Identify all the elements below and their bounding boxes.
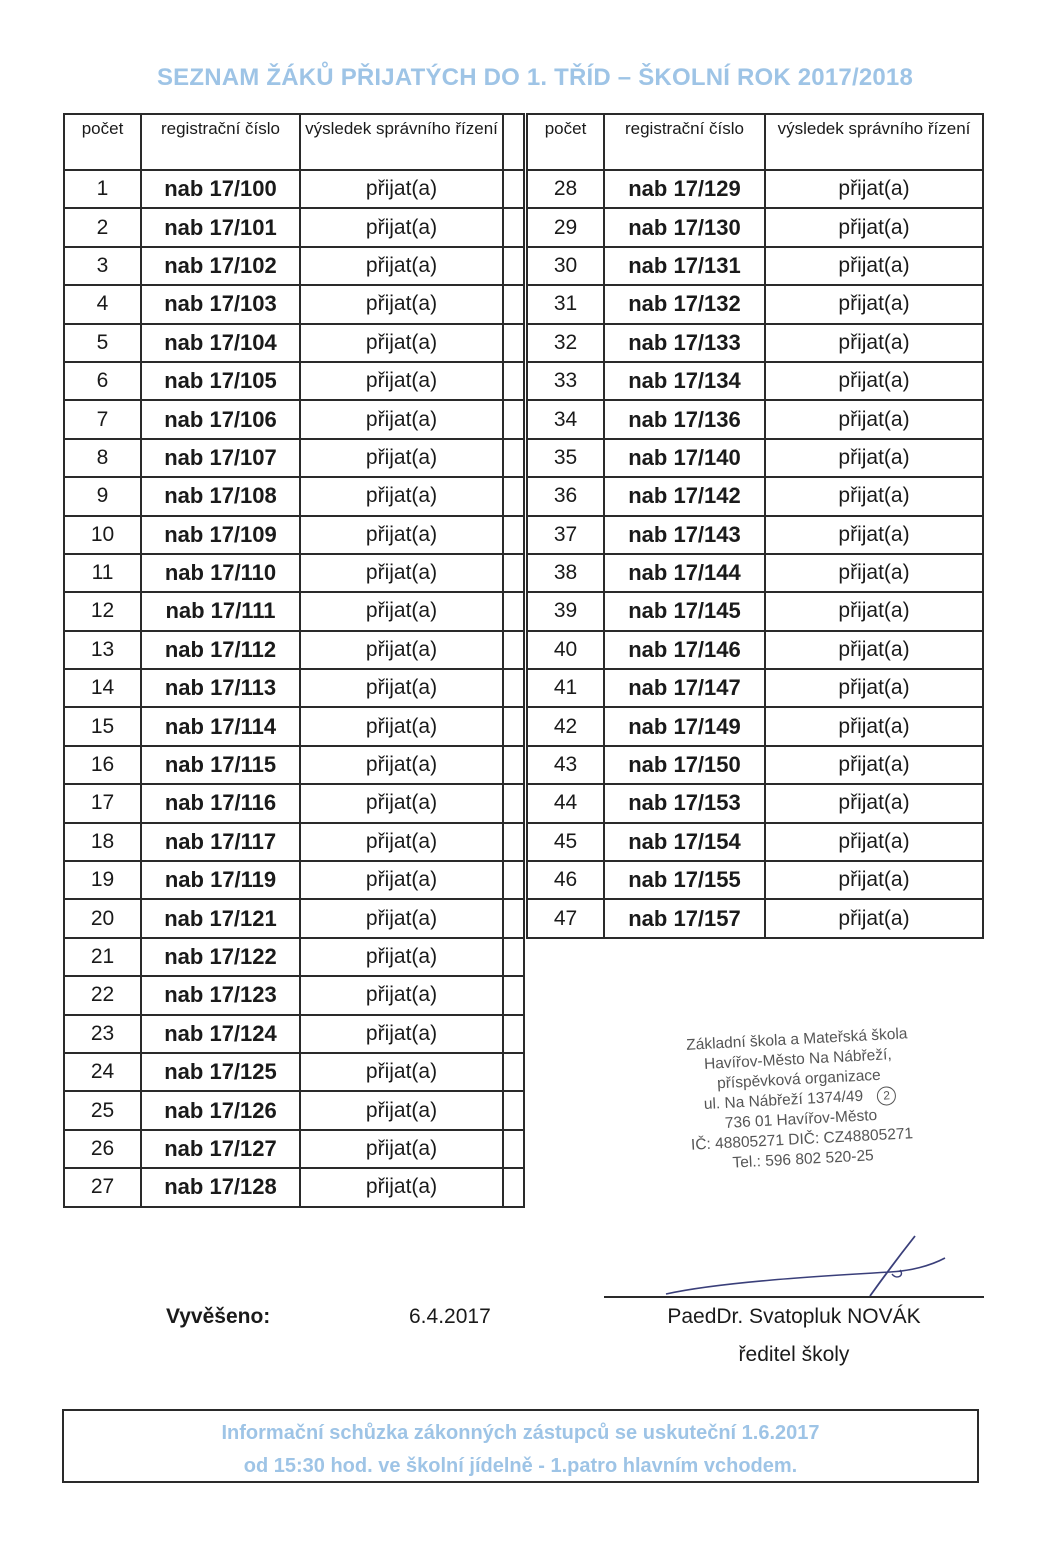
stamp-line: Havířov-Město Na Nábřeží, bbox=[703, 1046, 893, 1073]
table-row bbox=[64, 170, 524, 208]
cell-result: přijat(a) bbox=[765, 861, 983, 899]
cell-result: přijat(a) bbox=[765, 170, 983, 208]
table-row bbox=[64, 861, 524, 899]
cell-registration-number: nab 17/109 bbox=[141, 516, 300, 554]
header-spacer bbox=[503, 114, 524, 170]
table-row bbox=[527, 400, 983, 438]
table-row bbox=[527, 477, 983, 515]
cell-count: 1 bbox=[64, 170, 141, 208]
posted-label: Vyvěšeno: bbox=[166, 1305, 271, 1328]
cell-result: přijat(a) bbox=[300, 170, 503, 208]
cell-result: přijat(a) bbox=[765, 439, 983, 477]
cell-registration-number: nab 17/150 bbox=[604, 746, 765, 784]
cell-result: přijat(a) bbox=[765, 208, 983, 246]
school-stamp bbox=[657, 1023, 944, 1177]
cell-count: 22 bbox=[64, 976, 141, 1014]
info-notice bbox=[62, 1409, 979, 1483]
cell-count: 45 bbox=[527, 823, 604, 861]
cell-registration-number: nab 17/122 bbox=[141, 938, 300, 976]
cell-registration-number: nab 17/132 bbox=[604, 285, 765, 323]
cell-count: 35 bbox=[527, 439, 604, 477]
cell-spacer bbox=[503, 1091, 524, 1129]
cell-result: přijat(a) bbox=[300, 823, 503, 861]
table-row bbox=[527, 247, 983, 285]
table-row bbox=[527, 554, 983, 592]
cell-result: přijat(a) bbox=[300, 362, 503, 400]
notice-line: od 15:30 hod. ve školní jídelně - 1.patro hlavním vchodem. bbox=[243, 1455, 798, 1477]
cell-registration-number: nab 17/153 bbox=[604, 784, 765, 822]
table-row bbox=[64, 1053, 524, 1091]
stamp-line: Základní škola a Mateřská škola bbox=[685, 1025, 908, 1054]
cell-count: 19 bbox=[64, 861, 141, 899]
cell-count: 28 bbox=[527, 170, 604, 208]
cell-result: přijat(a) bbox=[300, 899, 503, 937]
cell-spacer bbox=[503, 400, 524, 438]
table-row bbox=[64, 938, 524, 976]
cell-result: přijat(a) bbox=[300, 1053, 503, 1091]
table-row bbox=[527, 707, 983, 745]
cell-registration-number: nab 17/127 bbox=[141, 1130, 300, 1168]
cell-spacer bbox=[503, 861, 524, 899]
cell-count: 42 bbox=[527, 707, 604, 745]
table-body-left bbox=[64, 170, 524, 1207]
cell-result: přijat(a) bbox=[300, 516, 503, 554]
cell-registration-number: nab 17/113 bbox=[141, 669, 300, 707]
cell-count: 34 bbox=[527, 400, 604, 438]
cell-result: přijat(a) bbox=[765, 477, 983, 515]
cell-result: přijat(a) bbox=[300, 784, 503, 822]
cell-registration-number: nab 17/143 bbox=[604, 516, 765, 554]
header-registration-number: registrační číslo bbox=[604, 114, 765, 170]
table-header-row bbox=[527, 114, 983, 170]
cell-registration-number: nab 17/105 bbox=[141, 362, 300, 400]
table-row bbox=[527, 362, 983, 400]
table-body-right bbox=[527, 170, 983, 938]
cell-count: 21 bbox=[64, 938, 141, 976]
stamp-address-text: ul. Na Nábřeží 1374/49 bbox=[703, 1087, 864, 1114]
table-row bbox=[64, 707, 524, 745]
cell-registration-number: nab 17/108 bbox=[141, 477, 300, 515]
cell-result: přijat(a) bbox=[765, 324, 983, 362]
cell-count: 31 bbox=[527, 285, 604, 323]
cell-registration-number: nab 17/131 bbox=[604, 247, 765, 285]
stamp-line: 736 01 Havířov-Město bbox=[724, 1106, 878, 1132]
cell-result: přijat(a) bbox=[300, 592, 503, 630]
cell-count: 11 bbox=[64, 554, 141, 592]
stamp-line: Tel.: 596 802 520-25 bbox=[732, 1147, 875, 1172]
cell-result: přijat(a) bbox=[300, 631, 503, 669]
table-row bbox=[64, 1130, 524, 1168]
cell-registration-number: nab 17/125 bbox=[141, 1053, 300, 1091]
stamp-line: příspěvková organizace bbox=[716, 1066, 882, 1093]
stamp-line: IČ: 48805271 DIČ: CZ48805271 bbox=[690, 1125, 914, 1154]
cell-result: přijat(a) bbox=[765, 784, 983, 822]
cell-count: 4 bbox=[64, 285, 141, 323]
cell-count: 47 bbox=[527, 899, 604, 937]
cell-registration-number: nab 17/100 bbox=[141, 170, 300, 208]
cell-count: 6 bbox=[64, 362, 141, 400]
table-row bbox=[527, 823, 983, 861]
cell-result: přijat(a) bbox=[300, 400, 503, 438]
cell-registration-number: nab 17/134 bbox=[604, 362, 765, 400]
cell-count: 9 bbox=[64, 477, 141, 515]
cell-count: 26 bbox=[64, 1130, 141, 1168]
cell-count: 38 bbox=[527, 554, 604, 592]
cell-count: 23 bbox=[64, 1015, 141, 1053]
table-row bbox=[64, 976, 524, 1014]
cell-count: 15 bbox=[64, 707, 141, 745]
cell-result: přijat(a) bbox=[765, 247, 983, 285]
cell-result: přijat(a) bbox=[300, 707, 503, 745]
cell-count: 14 bbox=[64, 669, 141, 707]
table-row bbox=[64, 899, 524, 937]
cell-registration-number: nab 17/136 bbox=[604, 400, 765, 438]
table-row bbox=[527, 669, 983, 707]
cell-result: přijat(a) bbox=[765, 285, 983, 323]
cell-count: 44 bbox=[527, 784, 604, 822]
header-registration-number: registrační číslo bbox=[141, 114, 300, 170]
cell-result: přijat(a) bbox=[765, 669, 983, 707]
cell-result: přijat(a) bbox=[765, 516, 983, 554]
cell-count: 20 bbox=[64, 899, 141, 937]
cell-count: 13 bbox=[64, 631, 141, 669]
cell-registration-number: nab 17/130 bbox=[604, 208, 765, 246]
header-result: výsledek správního řízení bbox=[765, 114, 983, 170]
table-row bbox=[64, 669, 524, 707]
cell-registration-number: nab 17/119 bbox=[141, 861, 300, 899]
notice-line: Informační schůzka zákonných zástupců se uskuteční 1.6.2017 bbox=[221, 1422, 820, 1444]
table-row bbox=[64, 324, 524, 362]
cell-registration-number: nab 17/110 bbox=[141, 554, 300, 592]
cell-result: přijat(a) bbox=[765, 746, 983, 784]
table-row bbox=[527, 899, 983, 937]
cell-registration-number: nab 17/116 bbox=[141, 784, 300, 822]
cell-result: přijat(a) bbox=[300, 1091, 503, 1129]
header-result: výsledek správního řízení bbox=[300, 114, 503, 170]
cell-spacer bbox=[503, 592, 524, 630]
cell-spacer bbox=[503, 938, 524, 976]
cell-registration-number: nab 17/117 bbox=[141, 823, 300, 861]
cell-registration-number: nab 17/142 bbox=[604, 477, 765, 515]
cell-spacer bbox=[503, 516, 524, 554]
cell-count: 32 bbox=[527, 324, 604, 362]
cell-registration-number: nab 17/133 bbox=[604, 324, 765, 362]
page-title: SEZNAM ŽÁKŮ PŘIJATÝCH DO 1. TŘÍD – ŠKOLNÍ ROK 2017/2018 bbox=[156, 64, 914, 91]
cell-count: 41 bbox=[527, 669, 604, 707]
admissions-table-left bbox=[63, 113, 525, 1208]
cell-count: 33 bbox=[527, 362, 604, 400]
cell-registration-number: nab 17/124 bbox=[141, 1015, 300, 1053]
posted-date: 6.4.2017 bbox=[409, 1305, 491, 1328]
cell-count: 25 bbox=[64, 1091, 141, 1129]
cell-registration-number: nab 17/140 bbox=[604, 439, 765, 477]
cell-spacer bbox=[503, 669, 524, 707]
table-row bbox=[64, 631, 524, 669]
cell-spacer bbox=[503, 170, 524, 208]
table-row bbox=[64, 477, 524, 515]
cell-count: 7 bbox=[64, 400, 141, 438]
cell-count: 39 bbox=[527, 592, 604, 630]
table-row bbox=[64, 592, 524, 630]
cell-count: 2 bbox=[64, 208, 141, 246]
signature-icon bbox=[600, 1230, 960, 1300]
cell-result: přijat(a) bbox=[300, 324, 503, 362]
cell-count: 24 bbox=[64, 1053, 141, 1091]
cell-result: přijat(a) bbox=[765, 362, 983, 400]
table-row bbox=[527, 208, 983, 246]
table-row bbox=[64, 746, 524, 784]
cell-registration-number: nab 17/104 bbox=[141, 324, 300, 362]
cell-result: přijat(a) bbox=[300, 439, 503, 477]
cell-result: přijat(a) bbox=[300, 285, 503, 323]
cell-registration-number: nab 17/115 bbox=[141, 746, 300, 784]
table-row bbox=[64, 516, 524, 554]
cell-registration-number: nab 17/155 bbox=[604, 861, 765, 899]
cell-result: přijat(a) bbox=[300, 938, 503, 976]
cell-count: 27 bbox=[64, 1168, 141, 1206]
cell-spacer bbox=[503, 208, 524, 246]
cell-result: přijat(a) bbox=[765, 554, 983, 592]
cell-count: 30 bbox=[527, 247, 604, 285]
cell-spacer bbox=[503, 631, 524, 669]
cell-count: 29 bbox=[527, 208, 604, 246]
cell-count: 40 bbox=[527, 631, 604, 669]
table-row bbox=[64, 1168, 524, 1206]
cell-count: 5 bbox=[64, 324, 141, 362]
cell-spacer bbox=[503, 1130, 524, 1168]
cell-spacer bbox=[503, 976, 524, 1014]
cell-count: 46 bbox=[527, 861, 604, 899]
cell-registration-number: nab 17/145 bbox=[604, 592, 765, 630]
cell-spacer bbox=[503, 324, 524, 362]
cell-spacer bbox=[503, 1053, 524, 1091]
table-row bbox=[527, 285, 983, 323]
table-row bbox=[64, 247, 524, 285]
cell-registration-number: nab 17/144 bbox=[604, 554, 765, 592]
cell-registration-number: nab 17/128 bbox=[141, 1168, 300, 1206]
cell-spacer bbox=[503, 1015, 524, 1053]
table-row bbox=[527, 631, 983, 669]
table-row bbox=[527, 592, 983, 630]
signature-line bbox=[604, 1296, 984, 1298]
cell-spacer bbox=[503, 746, 524, 784]
cell-result: přijat(a) bbox=[300, 861, 503, 899]
signer-name: PaedDr. Svatopluk NOVÁK bbox=[667, 1305, 921, 1328]
cell-registration-number: nab 17/129 bbox=[604, 170, 765, 208]
cell-result: přijat(a) bbox=[300, 208, 503, 246]
cell-registration-number: nab 17/121 bbox=[141, 899, 300, 937]
cell-result: přijat(a) bbox=[765, 592, 983, 630]
cell-spacer bbox=[503, 554, 524, 592]
cell-registration-number: nab 17/106 bbox=[141, 400, 300, 438]
cell-result: přijat(a) bbox=[765, 631, 983, 669]
cell-spacer bbox=[503, 285, 524, 323]
table-row bbox=[527, 746, 983, 784]
cell-result: přijat(a) bbox=[300, 1168, 503, 1206]
cell-spacer bbox=[503, 899, 524, 937]
table-row bbox=[64, 784, 524, 822]
table-row bbox=[64, 208, 524, 246]
table-row bbox=[527, 439, 983, 477]
cell-count: 12 bbox=[64, 592, 141, 630]
table-row bbox=[64, 362, 524, 400]
cell-spacer bbox=[503, 707, 524, 745]
cell-result: přijat(a) bbox=[300, 247, 503, 285]
cell-registration-number: nab 17/107 bbox=[141, 439, 300, 477]
cell-registration-number: nab 17/103 bbox=[141, 285, 300, 323]
cell-result: přijat(a) bbox=[765, 823, 983, 861]
cell-result: přijat(a) bbox=[300, 1130, 503, 1168]
cell-registration-number: nab 17/114 bbox=[141, 707, 300, 745]
cell-count: 3 bbox=[64, 247, 141, 285]
stamp-number-mark: 2 bbox=[877, 1086, 897, 1106]
cell-registration-number: nab 17/102 bbox=[141, 247, 300, 285]
table-row bbox=[527, 516, 983, 554]
cell-registration-number: nab 17/146 bbox=[604, 631, 765, 669]
cell-registration-number: nab 17/101 bbox=[141, 208, 300, 246]
cell-result: přijat(a) bbox=[300, 746, 503, 784]
cell-result: přijat(a) bbox=[765, 707, 983, 745]
cell-registration-number: nab 17/112 bbox=[141, 631, 300, 669]
cell-spacer bbox=[503, 247, 524, 285]
cell-spacer bbox=[503, 823, 524, 861]
cell-result: přijat(a) bbox=[300, 477, 503, 515]
table-row bbox=[64, 554, 524, 592]
cell-count: 8 bbox=[64, 439, 141, 477]
cell-result: přijat(a) bbox=[765, 400, 983, 438]
cell-count: 18 bbox=[64, 823, 141, 861]
cell-spacer bbox=[503, 477, 524, 515]
cell-spacer bbox=[503, 784, 524, 822]
cell-result: přijat(a) bbox=[300, 1015, 503, 1053]
cell-count: 16 bbox=[64, 746, 141, 784]
cell-result: přijat(a) bbox=[300, 976, 503, 1014]
cell-count: 17 bbox=[64, 784, 141, 822]
cell-registration-number: nab 17/147 bbox=[604, 669, 765, 707]
cell-spacer bbox=[503, 362, 524, 400]
header-count: počet bbox=[527, 114, 604, 170]
table-row bbox=[527, 861, 983, 899]
cell-count: 10 bbox=[64, 516, 141, 554]
cell-registration-number: nab 17/157 bbox=[604, 899, 765, 937]
table-row bbox=[527, 170, 983, 208]
admissions-table-right bbox=[526, 113, 984, 939]
table-header-row bbox=[64, 114, 524, 170]
cell-registration-number: nab 17/154 bbox=[604, 823, 765, 861]
cell-count: 37 bbox=[527, 516, 604, 554]
table-row bbox=[64, 285, 524, 323]
cell-count: 43 bbox=[527, 746, 604, 784]
cell-registration-number: nab 17/123 bbox=[141, 976, 300, 1014]
cell-count: 36 bbox=[527, 477, 604, 515]
table-row bbox=[527, 324, 983, 362]
header-count: počet bbox=[64, 114, 141, 170]
cell-result: přijat(a) bbox=[765, 899, 983, 937]
cell-spacer bbox=[503, 439, 524, 477]
table-row bbox=[64, 1015, 524, 1053]
cell-spacer bbox=[503, 1168, 524, 1206]
table-row bbox=[64, 439, 524, 477]
cell-registration-number: nab 17/126 bbox=[141, 1091, 300, 1129]
table-row bbox=[64, 823, 524, 861]
cell-result: přijat(a) bbox=[300, 554, 503, 592]
cell-registration-number: nab 17/149 bbox=[604, 707, 765, 745]
table-row bbox=[527, 784, 983, 822]
cell-registration-number: nab 17/111 bbox=[141, 592, 300, 630]
table-row bbox=[64, 400, 524, 438]
cell-result: přijat(a) bbox=[300, 669, 503, 707]
signer-role: ředitel školy bbox=[738, 1343, 850, 1366]
table-row bbox=[64, 1091, 524, 1129]
